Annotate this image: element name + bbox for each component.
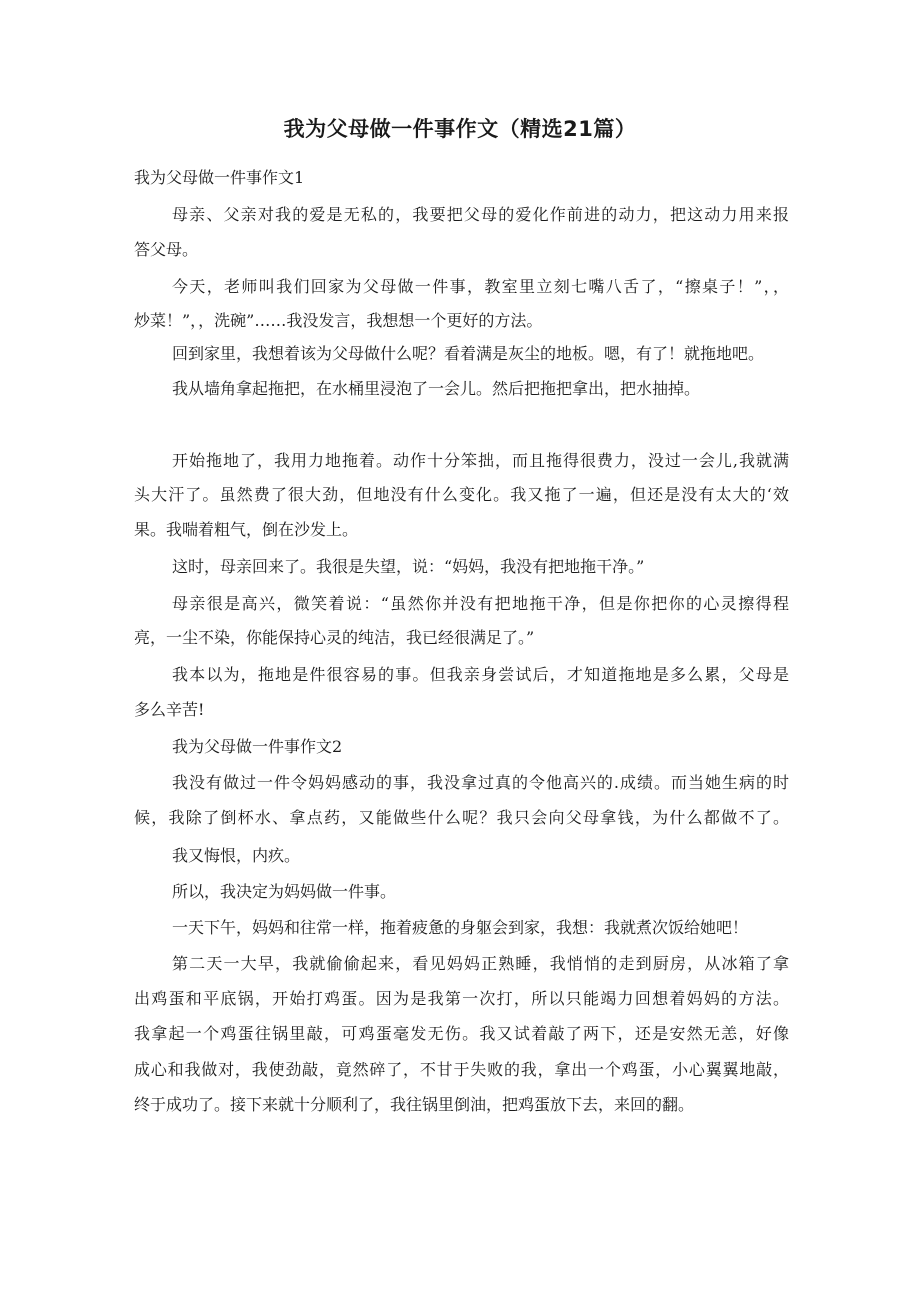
paragraph-line: 母亲、父亲对我的爱是无私的，我要把父母的爱化作前进的动力，把这动力用来报	[172, 205, 789, 224]
paragraph-line: 头大汗了。虽然费了很大劲，但地没有什么变化。我又拖了一遍，但还是没有太大的‘效	[134, 485, 789, 504]
paragraph-line: 亮，一尘不染，你能保持心灵的纯洁，我已经很满足了。”	[134, 628, 535, 647]
paragraph-line: 终于成功了。接下来就十分顺利了，我往锅里倒油，把鸡蛋放下去，来回的翻。	[134, 1095, 695, 1114]
section-heading-2: 我为父母做一件事作文2	[172, 737, 343, 756]
paragraph-line: 成心和我做对，我使劲敲，竟然碎了，不甘于失败的我，拿出一个鸡蛋，小心翼翼地敲，	[134, 1060, 789, 1079]
paragraph-line: 炒菜！”，，洗碗”……我没发言，我想想一个更好的方法。	[134, 311, 543, 330]
paragraph-line: 这时，母亲回来了。我很是失望，说：“妈妈，我没有把地拖干净。”	[172, 557, 645, 576]
paragraph-line: 候，我除了倒杯水、拿点药，又能做些什么呢？我只会向父母拿钱，为什么都做不了。	[134, 808, 789, 827]
paragraph-line: 果。我喘着粗气，倒在沙发上。	[134, 520, 359, 539]
paragraph-line: 母亲很是高兴，微笑着说：“虽然你并没有把地拖干净，但是你把你的心灵擦得程	[172, 594, 789, 613]
paragraph-line: 我又悔恨，内疚。	[172, 846, 301, 865]
paragraph-line: 一天下午，妈妈和往常一样，拖着疲惫的身躯会到家，我想：我就煮次饭给她吧！	[172, 918, 749, 937]
paragraph-line: 我拿起一个鸡蛋往锅里敲，可鸡蛋毫发无伤。我又试着敲了两下，还是安然无恙，好像	[134, 1024, 789, 1043]
paragraph-line: 我没有做过一件令妈妈感动的事，我没拿过真的令他高兴的.成绩。而当她生病的时	[172, 773, 789, 792]
paragraph-line: 所以，我决定为妈妈做一件事。	[172, 882, 397, 901]
paragraph-line: 多么辛苦!	[134, 700, 205, 719]
paragraph-line: 我本以为，拖地是件很容易的事。但我亲身尝试后，才知道拖地是多么累，父母是	[172, 665, 789, 684]
paragraph-line: 答父母。	[134, 240, 199, 259]
paragraph-line: 我从墙角拿起拖把，在水桶里浸泡了一会儿。然后把拖把拿出，把水抽掉。	[172, 379, 701, 398]
paragraph-line: 回到家里，我想着该为父母做什么呢？看着满是灰尘的地板。嗯，有了！就拖地吧。	[172, 344, 765, 363]
paragraph-line: 第二天一大早，我就偷偷起来，看见妈妈正熟睡，我悄悄的走到厨房，从冰箱了拿	[172, 954, 789, 973]
paragraph-line: 今天，老师叫我们回家为父母做一件事，教室里立刻七嘴八舌了，“擦桌子！”，，	[172, 277, 789, 296]
paragraph-line: 开始拖地了，我用力地拖着。动作十分笨拙，而且拖得很费力，没过一会儿,我就满	[172, 451, 789, 470]
document-title: 我为父母做一件事作文（精选21篇）	[283, 117, 637, 141]
paragraph-line: 出鸡蛋和平底锅，开始打鸡蛋。因为是我第一次打，所以只能竭力回想着妈妈的方法。	[134, 989, 789, 1008]
section-heading-1: 我为父母做一件事作文1	[134, 168, 305, 187]
